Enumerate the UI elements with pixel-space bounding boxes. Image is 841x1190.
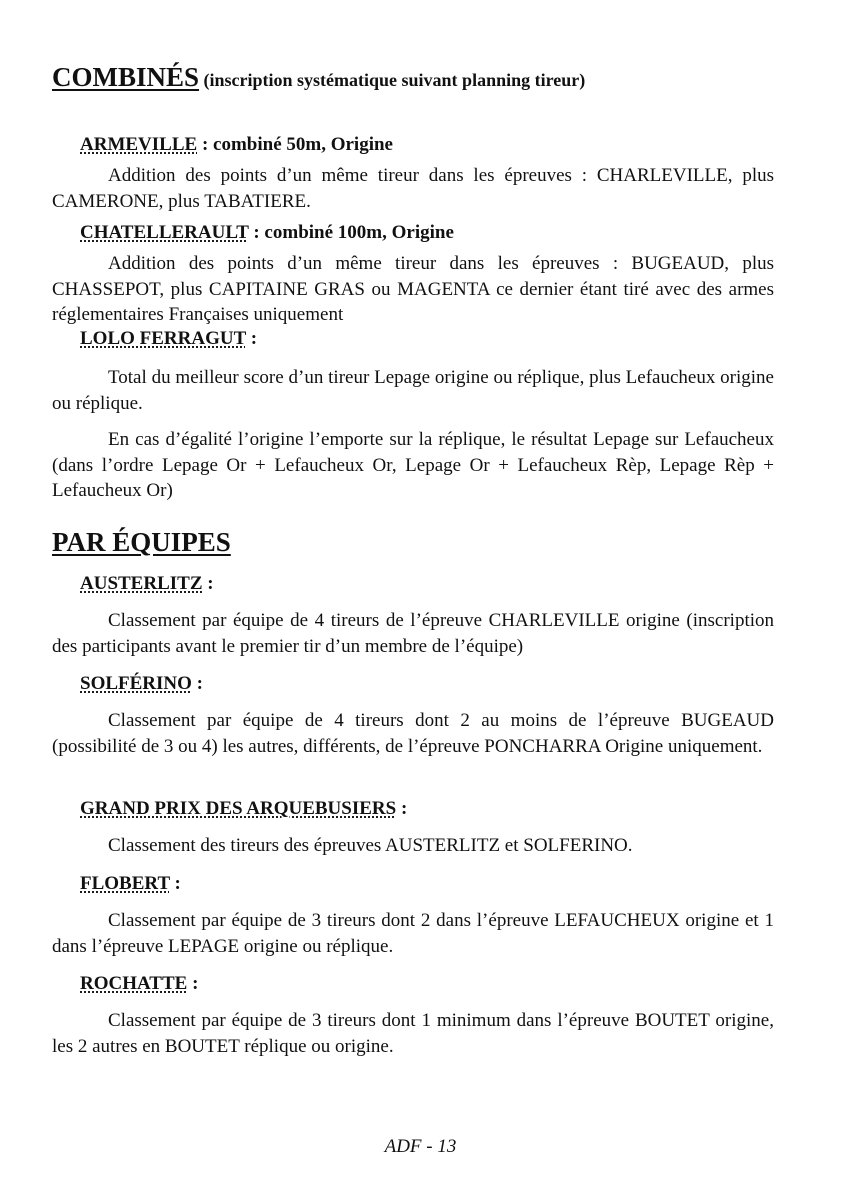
section-title-par-equipes: PAR ÉQUIPES [52, 527, 231, 557]
entry-title-austerlitz: AUSTERLITZ : [80, 573, 214, 594]
paragraph: Addition des points d’un même tireur dans les épreuves : CHARLEVILLE, plus CAMERONE, plus TABATIERE. [52, 165, 774, 212]
entry-title-grand-prix-des-arquebusiers: GRAND PRIX DES ARQUEBUSIERS : [80, 798, 408, 819]
paragraph: Classement par équipe de 3 tireurs dont 1 minimum dans l’épreuve BOUTET origine, les 2 autres en BOUTET réplique ou origine. [52, 1010, 774, 1057]
page-footer: ADF - 13 [384, 1136, 457, 1157]
entry-title-chatellerault: CHATELLERAULT : combiné 100m, Origine [80, 222, 454, 243]
entry-title-solferino: SOLFÉRINO : [80, 673, 203, 694]
paragraph: Classement par équipe de 3 tireurs dont 2 dans l’épreuve LEFAUCHEUX origine et 1 dans l’épreuve LEPAGE origine ou réplique. [52, 910, 774, 957]
paragraph: Addition des points d’un même tireur dans les épreuves : BUGEAUD, plus CHASSEPOT, plus CAPITAINE GRAS ou MAGENTA ce dernier étant tiré avec des armes réglementaires Françaises uniquement [52, 253, 774, 325]
entry-title-armeville: ARMEVILLE : combiné 50m, Origine [80, 134, 393, 155]
section-title-combines: COMBINÉS (inscription systématique suivant planning tireur) [52, 62, 586, 92]
paragraph: Classement par équipe de 4 tireurs dont 2 au moins de l’épreuve BUGEAUD (possibilité de 3 ou 4) les autres, différents, de l’épreuve PONCHARRA Origine uniquement. [52, 710, 774, 757]
paragraph: En cas d’égalité l’origine l’emporte sur la réplique, le résultat Lepage sur Lefaucheux (dans l’ordre Lepage Or + Lefaucheux Or, Lepage Or + Lefaucheux Rèp, Lepage Rèp + Lefaucheux Or) [52, 429, 774, 501]
paragraph: Total du meilleur score d’un tireur Lepage origine ou réplique, plus Lefaucheux origine ou réplique. [52, 367, 774, 414]
entry-title-rochatte: ROCHATTE : [80, 973, 199, 994]
entry-title-flobert: FLOBERT : [80, 873, 181, 894]
paragraph: Classement des tireurs des épreuves AUSTERLITZ et SOLFERINO. [108, 835, 633, 856]
paragraph: Classement par équipe de 4 tireurs de l’épreuve CHARLEVILLE origine (inscription des participants avant le premier tir d’un membre de l’équipe) [52, 610, 774, 657]
entry-title-lolo-ferragut: LOLO FERRAGUT : [80, 328, 258, 349]
